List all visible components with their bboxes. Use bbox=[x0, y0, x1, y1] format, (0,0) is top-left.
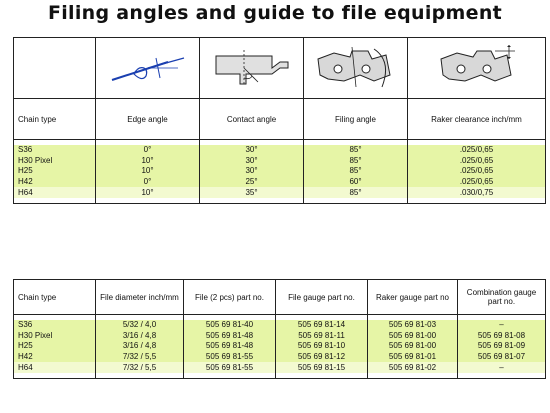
header-combination-gauge: Combination gauge part no. bbox=[458, 280, 546, 315]
cell-raker-clearance: .025/0,65 bbox=[408, 166, 546, 177]
header-file-part-no: File (2 pcs) part no. bbox=[184, 280, 276, 315]
contact-angle-illustration bbox=[200, 38, 304, 99]
filing-angle-illustration bbox=[304, 38, 408, 99]
cell-chain-type: H42 bbox=[14, 352, 96, 363]
cell-chain-type: H30 Pixel bbox=[14, 156, 96, 167]
table-row bbox=[14, 341, 546, 352]
cell-filing-angle: 85° bbox=[304, 145, 408, 156]
header-file-diameter: File diameter inch/mm bbox=[96, 280, 184, 315]
table-row bbox=[14, 352, 546, 363]
file-holder-icon bbox=[108, 50, 188, 86]
table-row bbox=[14, 177, 546, 188]
table-row bbox=[14, 187, 546, 198]
cell-chain-type: H64 bbox=[14, 187, 96, 198]
cell-edge-angle: 0° bbox=[96, 145, 200, 156]
header-chain-type: Chain type bbox=[14, 280, 96, 315]
cell-raker-gauge: 505 69 81-03 bbox=[368, 320, 458, 331]
page-title: Filing angles and guide to file equipment bbox=[47, 2, 503, 24]
cell-file-diameter: 7/32 / 5,5 bbox=[96, 352, 184, 363]
header-filing-angle: Filing angle bbox=[304, 99, 408, 140]
cell-edge-angle: 10° bbox=[96, 187, 200, 198]
cell-filing-angle: 85° bbox=[304, 166, 408, 177]
cell-combination-gauge: 505 69 81-08 bbox=[458, 331, 546, 342]
cell-raker-gauge: 505 69 81-01 bbox=[368, 352, 458, 363]
cell-file-part-no: 505 69 81-55 bbox=[184, 352, 276, 363]
cell-file-diameter: 3/16 / 4,8 bbox=[96, 331, 184, 342]
filing-angles-table bbox=[13, 37, 546, 204]
cell-file-gauge: 505 69 81-12 bbox=[276, 352, 368, 363]
cell-chain-type: H42 bbox=[14, 177, 96, 188]
cell-file-part-no: 505 69 81-55 bbox=[184, 362, 276, 373]
cell-filing-angle: 85° bbox=[304, 156, 408, 167]
cell-combination-gauge: 505 69 81-07 bbox=[458, 352, 546, 363]
cell-contact-angle: 25° bbox=[200, 177, 304, 188]
cell-combination-gauge: – bbox=[458, 320, 546, 331]
cell-file-part-no: 505 69 81-40 bbox=[184, 320, 276, 331]
cell-chain-type: H30 Pixel bbox=[14, 331, 96, 342]
cell-raker-gauge: 505 69 81-00 bbox=[368, 341, 458, 352]
cell-contact-angle: 30° bbox=[200, 166, 304, 177]
cell-chain-type: H25 bbox=[14, 166, 96, 177]
edge-angle-illustration bbox=[96, 38, 200, 99]
cell-file-diameter: 3/16 / 4,8 bbox=[96, 341, 184, 352]
cell-filing-angle: 85° bbox=[304, 187, 408, 198]
cell-edge-angle: 10° bbox=[96, 156, 200, 167]
table-row bbox=[14, 166, 546, 177]
contact-angle-icon bbox=[210, 48, 294, 88]
raker-clearance-icon bbox=[435, 45, 519, 91]
header-raker-gauge: Raker gauge part no bbox=[368, 280, 458, 315]
cell-raker-clearance: .025/0,65 bbox=[408, 145, 546, 156]
cell-file-gauge: 505 69 81-15 bbox=[276, 362, 368, 373]
cell-contact-angle: 30° bbox=[200, 145, 304, 156]
cell-contact-angle: 30° bbox=[200, 156, 304, 167]
cell-file-diameter: 7/32 / 5,5 bbox=[96, 362, 184, 373]
file-equipment-table bbox=[13, 279, 546, 379]
cell-file-diameter: 5/32 / 4,0 bbox=[96, 320, 184, 331]
table-row bbox=[14, 156, 546, 167]
table-row bbox=[14, 362, 546, 373]
cell-combination-gauge: – bbox=[458, 362, 546, 373]
table-row bbox=[14, 320, 546, 331]
table-row bbox=[14, 331, 546, 342]
cell-chain-type: S36 bbox=[14, 320, 96, 331]
cell-raker-gauge: 505 69 81-02 bbox=[368, 362, 458, 373]
header-chain-type: Chain type bbox=[14, 99, 96, 140]
cell-raker-gauge: 505 69 81-00 bbox=[368, 331, 458, 342]
cell-raker-clearance: .030/0,75 bbox=[408, 187, 546, 198]
raker-clearance-illustration bbox=[408, 38, 546, 99]
cell-edge-angle: 0° bbox=[96, 177, 200, 188]
header-raker-clearance: Raker clearance inch/mm bbox=[408, 99, 546, 140]
filing-angle-icon bbox=[314, 45, 398, 91]
header-file-gauge: File gauge part no. bbox=[276, 280, 368, 315]
cell-raker-clearance: .025/0,65 bbox=[408, 156, 546, 167]
cell-raker-clearance: .025/0,65 bbox=[408, 177, 546, 188]
cell-file-gauge: 505 69 81-10 bbox=[276, 341, 368, 352]
cell-chain-type: S36 bbox=[14, 145, 96, 156]
header-contact-angle: Contact angle bbox=[200, 99, 304, 140]
table-row bbox=[14, 145, 546, 156]
icon-cell-blank bbox=[14, 38, 96, 99]
cell-chain-type: H25 bbox=[14, 341, 96, 352]
cell-file-gauge: 505 69 81-11 bbox=[276, 331, 368, 342]
cell-combination-gauge: 505 69 81-09 bbox=[458, 341, 546, 352]
cell-file-part-no: 505 69 81-48 bbox=[184, 341, 276, 352]
cell-contact-angle: 35° bbox=[200, 187, 304, 198]
cell-chain-type: H64 bbox=[14, 362, 96, 373]
cell-edge-angle: 10° bbox=[96, 166, 200, 177]
cell-file-gauge: 505 69 81-14 bbox=[276, 320, 368, 331]
header-edge-angle: Edge angle bbox=[96, 99, 200, 140]
cell-filing-angle: 60° bbox=[304, 177, 408, 188]
cell-file-part-no: 505 69 81-48 bbox=[184, 331, 276, 342]
